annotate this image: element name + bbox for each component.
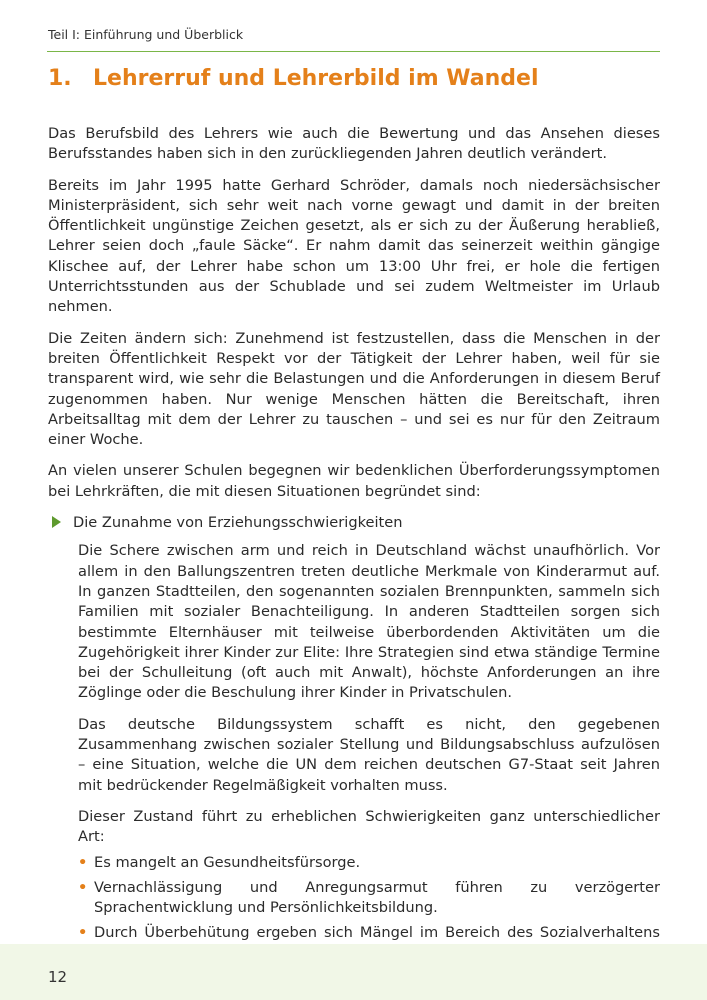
bullet-text: Vernachlässigung und Anregungsarmut führen zu verzögerter Sprachentwicklung und Persönlichkeitsbildung. bbox=[94, 878, 660, 917]
header-rule bbox=[47, 51, 660, 52]
paragraph: Bereits im Jahr 1995 hatte Gerhard Schröder, damals noch niedersächsischer Ministerpräsident, sich sehr weit nach vorne gewagt und damit in der breiten Öffentlichkeit ungünstige Zeichen gesetzt, als er sich zu der Äußerung herabließ, Lehrer seien doch „faule Säcke“. Er nahm damit das seinerzeit weithin gängige Klischee auf, der Lehrer habe schon um 13:00 Uhr frei, er hole die fertigen Unterrichtsstunden aus der Schublade und sei zudem Weltmeister im Urlaub nehmen. bbox=[48, 176, 660, 316]
body-text bbox=[48, 124, 660, 969]
list-item-body bbox=[78, 541, 660, 964]
bullet-text: Durch Überbehütung ergeben sich Mängel im Bereich des Sozialverhaltens bbox=[94, 924, 660, 942]
paragraph: Dieser Zustand führt zu erheblichen Schwierigkeiten ganz unterschiedlicher Art: bbox=[78, 807, 660, 846]
bullet-dot-icon: • bbox=[78, 853, 88, 871]
paragraph: Die Schere zwischen arm und reich in Deutschland wächst unaufhörlich. Vor allem in den Ballungszentren treten deutliche Merkmale von Kinderarmut auf. In ganzen Stadtteilen, den sogenannten sozialen Brennpunkten, sammeln sich Familien mit sozialer Benachteiligung. In anderen Stadtteilen sorgen sich bestimmte Elternhäuser mit teilweise überbordenden Aktivitäten um die Zugehörigkeit ihrer Kinder zur Elite: Ihre Strategien sind etwa ständige Termine bei der Schulleitung (oft auch mit Anwalt), höchste Anforderungen an ihre Zöglinge oder die Beschulung ihrer Kinder in Privatschulen. bbox=[78, 542, 660, 702]
list-item-label: Die Zunahme von Erziehungsschwierigkeiten bbox=[73, 514, 403, 532]
paragraph: Die Zeiten ändern sich: Zunehmend ist festzustellen, dass die Menschen in der breiten Öffentlichkeit Respekt vor der Tätigkeit der Lehrer haben, weil für sie transparent wird, wie sehr die Belastungen und die Anforderungen in diesem Beruf zugenommen haben. Nur wenige Menschen hätten die Bereitschaft, ihren Arbeitsalltag mit dem der Lehrer zu tauschen – und sei es nur für den Zeitraum einer Woche. bbox=[48, 329, 660, 449]
bullet-text: Es mangelt an Gesundheitsfürsorge. bbox=[94, 853, 361, 871]
bullet-dot-icon: • bbox=[78, 878, 88, 896]
bullet-item bbox=[78, 878, 660, 919]
chapter-heading bbox=[48, 66, 660, 91]
bullet-dot-icon: • bbox=[78, 924, 88, 942]
paragraph: Das deutsche Bildungssystem schafft es nicht, den gegebenen Zusammenhang zwischen sozialer Stellung und Bildungsabschluss aufzulösen – eine Situation, welche die UN dem reichen deutschen G7-Staat seit Jahren mit bedrückender Regelmäßigkeit vorhalten muss. bbox=[78, 715, 660, 794]
paragraph: An vielen unserer Schulen begegnen wir bedenklichen Überforderungssymptomen bei Lehrkräften, die mit diesen Situationen begründet sind: bbox=[48, 462, 660, 500]
bullet-item bbox=[78, 853, 660, 873]
triangle-bullet-icon bbox=[52, 516, 61, 528]
running-head: Teil I: Einführung und Überblick bbox=[48, 27, 244, 42]
chapter-title: Lehrerruf und Lehrerbild im Wandel bbox=[93, 66, 539, 91]
footer-band bbox=[0, 944, 707, 1000]
paragraph: Das Berufsbild des Lehrers wie auch die Bewertung und das Ansehen dieses Berufsstandes haben sich in den zurückliegenden Jahren deutlich verändert. bbox=[48, 125, 660, 163]
page-number: 12 bbox=[48, 968, 68, 986]
chapter-number: 1. bbox=[48, 66, 72, 91]
list-item bbox=[48, 513, 660, 533]
